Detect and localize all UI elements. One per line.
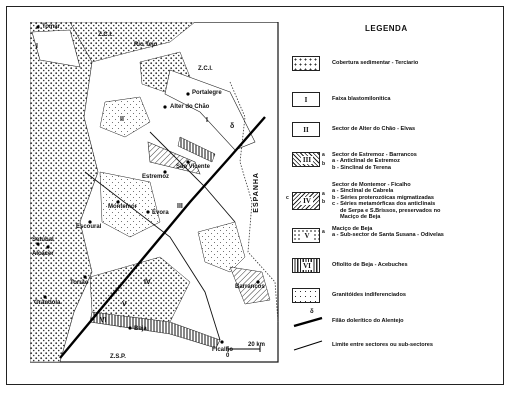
legend-text-montemor	[332, 182, 440, 220]
legend-text-beja	[332, 226, 444, 239]
legend-text-montemor-2: b - Séries proterozóicas migmatizadas	[332, 194, 434, 201]
town-beja	[128, 326, 131, 329]
swatch-roman-iv: IV	[301, 197, 313, 205]
swatch-roman-v: V	[301, 232, 313, 240]
roman-iii: III	[177, 203, 183, 210]
roman-ii: II	[120, 116, 124, 123]
label-evora: Évora	[152, 210, 169, 216]
town-alcacer	[46, 245, 49, 248]
legend-text-montemor-0: Sector de Montemor - Ficalho	[332, 182, 411, 188]
town-alter	[163, 105, 166, 108]
legend-text-montemor-3: c - Séries metamórficas dos anticlinais	[332, 201, 436, 208]
swatch-roman-vi: VI	[301, 262, 313, 270]
label-ficalho: Ficalho	[212, 347, 234, 353]
swatch-iv-a: a	[322, 191, 325, 197]
roman-i-top: I	[36, 43, 38, 50]
swatch-roman-ii: II	[303, 126, 309, 134]
legend-text-ofiolito: Ofiolito de Beja - Acebuches	[332, 262, 408, 268]
swatch-iii-b: b	[322, 161, 326, 167]
legend-text-faixa: Faixa blastomilonitica	[332, 96, 391, 102]
map-svg	[30, 22, 280, 370]
swatch-dyke-mark: δ	[310, 309, 314, 315]
swatch-vi	[292, 258, 320, 273]
legend-text-estremoz-1: a - Anticlinal de Estremoz	[332, 158, 400, 165]
label-sao-vicente: São Vicente	[176, 164, 210, 170]
label-zci-right: Z.C.I.	[198, 66, 213, 72]
scale-label-zero: 0	[226, 353, 230, 359]
town-grandola	[43, 295, 46, 298]
town-torrao	[83, 275, 86, 278]
swatch-iv	[292, 192, 320, 210]
legend-text-filao: Filão dolerítico do Alentejo	[332, 318, 404, 324]
label-portalegre: Portalegre	[192, 90, 222, 96]
label-grandola: Grândola	[34, 300, 61, 306]
legend-text-cobertura: Cobertura sedimentar - Terciario	[332, 60, 419, 66]
roman-iv: IV	[144, 279, 151, 286]
label-montemor: Montemor	[108, 204, 137, 210]
roman-i-right: I	[206, 117, 208, 124]
geologic-map	[30, 22, 280, 370]
town-portalegre	[186, 92, 189, 95]
label-alcacer: Alcácer	[32, 251, 54, 257]
legend-text-limite: Limite entre sectores ou sub-sectores	[332, 342, 434, 348]
swatch-ii	[292, 122, 320, 137]
swatch-i	[292, 92, 320, 107]
swatch-v-a: a	[322, 229, 325, 235]
legend-text-montemor-1: a - Sinclinal de Cabrela	[332, 188, 394, 195]
town-evora	[146, 210, 149, 213]
dyke-mark: δ	[230, 123, 235, 130]
swatch-thick-line	[292, 312, 324, 328]
legend-text-beja-1: a - Sub-sector de Santa Susana - Odivelas	[332, 232, 444, 239]
legend-text-granitoides: Granitóides indiferenciados	[332, 292, 406, 298]
legend-text-estremoz	[332, 152, 417, 171]
swatch-roman-iii: III	[302, 156, 312, 164]
label-zsp: Z.S.P.	[110, 354, 126, 360]
legend-title: LEGENDA	[365, 24, 408, 33]
label-tomar: Tomar	[42, 24, 60, 30]
legend-text-alter: Sector de Alter do Chão - Elvas	[332, 126, 416, 132]
label-beja: Beja	[134, 326, 147, 332]
town-ficalho	[220, 340, 223, 343]
swatch-iv-b: b	[322, 199, 326, 205]
scale-label-km: 20 km	[248, 342, 266, 348]
roman-vi: VI	[100, 317, 107, 324]
swatch-v	[292, 228, 320, 243]
label-torrao: Torrão	[70, 280, 89, 286]
legend-text-montemor-5: Maciço de Beja	[340, 214, 381, 221]
swatch-iv-c: c	[286, 195, 289, 201]
swatch-dots	[292, 56, 320, 71]
town-tomar	[36, 25, 39, 28]
swatch-thin-line	[292, 338, 324, 352]
swatch-iii	[292, 152, 320, 167]
label-espanha: ESPANHA	[253, 172, 260, 213]
legend-text-estremoz-0: Sector de Estremoz - Barrancos	[332, 152, 417, 158]
label-escoural: Escoural	[76, 224, 102, 230]
label-setubal: Setúbal	[32, 237, 54, 243]
roman-v: V	[122, 301, 127, 308]
label-barrancos: Barrancos	[235, 284, 265, 290]
label-alter: Alter do Chão	[170, 104, 210, 110]
swatch-roman-i: I	[304, 96, 308, 104]
label-estremoz: Estremoz	[142, 174, 170, 180]
legend-text-estremoz-2: b - Sinclinal de Terena	[332, 164, 391, 171]
swatch-iii-a: a	[322, 152, 325, 158]
label-zci-top: Z.C.I.	[98, 32, 113, 38]
label-rio-tejo: Rio Tejo	[134, 42, 158, 48]
swatch-sparse-dots	[292, 288, 320, 303]
legend-text-beja-0: Maciço de Beja	[332, 226, 373, 232]
legend-text-montemor-4: de Serpa e S.Brissos, preservados no	[340, 207, 441, 214]
